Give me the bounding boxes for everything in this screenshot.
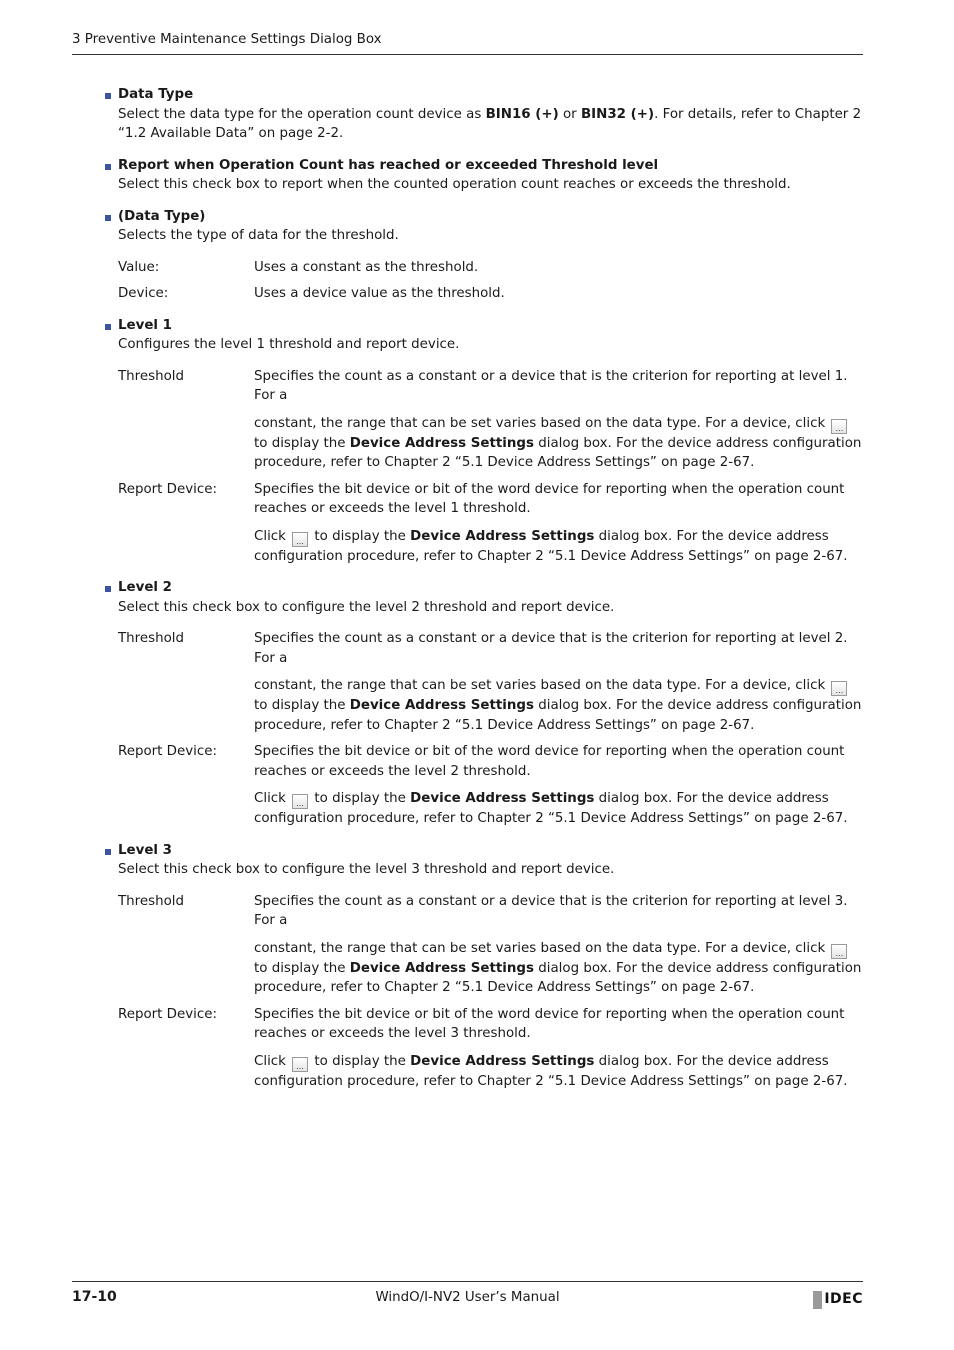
definition-body: Specifies the count as a constant or a device that is the criterion for reporting at level 2. For a constant, the range that can be set varies based on the data type. For a device, click ... to display the Device Address Settings dialog box. For the device address configuration procedure, refer to Chapter 2 “5.1 Device Address Settings” on page 2-67. bbox=[254, 631, 862, 733]
manual-title: WindO/I-NV2 User’s Manual bbox=[375, 1290, 560, 1305]
definition-body: Specifies the bit device or bit of the word device for reporting when the operation count reaches or exceeds the level 1 threshold. Click ... to display the Device Address Settings dialog box. For the device address configuration procedure, refer to Chapter 2 “5.1 Device Address Settings” on page 2-67. bbox=[254, 481, 848, 564]
logo-wordmark: IDEC bbox=[824, 1291, 863, 1308]
definition-list bbox=[104, 367, 864, 567]
section-level-1 bbox=[104, 316, 864, 567]
page-footer bbox=[72, 1281, 863, 1312]
definition-body: Specifies the count as a constant or a device that is the criterion for reporting at level 1. For a constant, the range that can be set varies based on the data type. For a device, click ... to display the Device Address Settings dialog box. For the device address configuration procedure, refer to Chapter 2 “5.1 Device Address Settings” on page 2-67. bbox=[254, 368, 862, 470]
definition-term: Value: bbox=[118, 259, 160, 275]
section-data-type bbox=[104, 85, 864, 144]
definition-term: Threshold bbox=[118, 368, 184, 384]
browse-button: ... bbox=[292, 532, 308, 547]
section-description: Select this check box to configure the level 2 threshold and report device. bbox=[118, 599, 615, 615]
bin16-label: BIN16 (+) bbox=[485, 106, 559, 122]
browse-button: ... bbox=[292, 794, 308, 809]
definition-row bbox=[118, 284, 864, 304]
definition-term: Report Device: bbox=[118, 481, 217, 497]
definition-body: Uses a constant as the threshold. bbox=[254, 259, 479, 275]
definition-list bbox=[104, 629, 864, 829]
square-bullet-icon bbox=[105, 586, 111, 592]
page-header bbox=[72, 30, 863, 55]
section-description: Configures the level 1 threshold and report device. bbox=[118, 337, 460, 352]
browse-button: ... bbox=[831, 419, 847, 434]
square-bullet-icon bbox=[105, 849, 111, 855]
section-description: Select the data type for the operation count device as BIN16 (+) or BIN32 (+). For details, refer to Chapter 2 “1.2 Available Data” on page 2-2. bbox=[118, 106, 862, 141]
square-bullet-icon bbox=[105, 93, 111, 99]
section-description: Select this check box to configure the level 3 threshold and report device. bbox=[118, 862, 615, 877]
definition-body: Specifies the count as a constant or a device that is the criterion for reporting at level 3. For a constant, the range that can be set varies based on the data type. For a device, click ... to display the Device Address Settings dialog box. For the device address configuration procedure, refer to Chapter 2 “5.1 Device Address Settings” on page 2-67. bbox=[254, 893, 862, 995]
section-title: Data Type bbox=[118, 87, 194, 102]
browse-button: ... bbox=[831, 944, 847, 959]
section-description: Selects the type of data for the threshold. bbox=[118, 228, 399, 243]
idec-logo bbox=[813, 1291, 863, 1309]
section-threshold-data-type bbox=[104, 207, 864, 304]
definition-list bbox=[104, 258, 864, 304]
browse-button: ... bbox=[292, 1057, 308, 1072]
definition-row bbox=[118, 629, 864, 735]
definition-row bbox=[118, 1005, 864, 1092]
section-title: Level 1 bbox=[118, 317, 172, 333]
definition-term: Threshold bbox=[118, 631, 184, 646]
definition-term: Device: bbox=[118, 286, 169, 301]
section-description: Select this check box to report when the counted operation count reaches or exceeds the threshold. bbox=[118, 177, 791, 192]
square-bullet-icon bbox=[105, 164, 111, 170]
definition-list bbox=[104, 892, 864, 1092]
bin32-label: BIN32 (+) bbox=[580, 106, 655, 122]
square-bullet-icon bbox=[105, 324, 111, 330]
section-title: Level 3 bbox=[118, 842, 172, 858]
header-title: 3 Preventive Maintenance Settings Dialog Box bbox=[72, 32, 382, 47]
definition-term: Report Device: bbox=[118, 744, 217, 759]
square-bullet-icon bbox=[105, 215, 111, 221]
definition-body: Uses a device value as the threshold. bbox=[254, 286, 505, 301]
section-report-threshold bbox=[104, 156, 864, 195]
definition-row bbox=[118, 367, 864, 473]
section-title: Level 2 bbox=[118, 580, 172, 595]
section-level-2 bbox=[104, 578, 864, 829]
definition-body: Specifies the bit device or bit of the word device for reporting when the operation count reaches or exceeds the level 3 threshold. Click ... to display the Device Address Settings dialog box. For the device address configuration procedure, refer to Chapter 2 “5.1 Device Address Settings” on page 2-67. bbox=[254, 1006, 848, 1089]
page-content bbox=[104, 85, 864, 1103]
definition-row bbox=[118, 742, 864, 829]
definition-row bbox=[118, 258, 864, 278]
browse-button: ... bbox=[831, 681, 847, 696]
section-title: (Data Type) bbox=[118, 208, 206, 224]
definition-row bbox=[118, 480, 864, 567]
logo-mark-icon bbox=[813, 1291, 822, 1309]
definition-body: Specifies the bit device or bit of the word device for reporting when the operation count reaches or exceeds the level 2 threshold. Click ... to display the Device Address Settings dialog box. For the device address configuration procedure, refer to Chapter 2 “5.1 Device Address Settings” on page 2-67. bbox=[254, 744, 848, 826]
section-level-3 bbox=[104, 841, 864, 1092]
page-number: 17-10 bbox=[72, 1289, 117, 1305]
definition-term: Threshold bbox=[118, 893, 184, 909]
definition-row bbox=[118, 892, 864, 998]
definition-term: Report Device: bbox=[118, 1006, 217, 1022]
section-title: Report when Operation Count has reached or exceeded Threshold level bbox=[118, 157, 659, 173]
